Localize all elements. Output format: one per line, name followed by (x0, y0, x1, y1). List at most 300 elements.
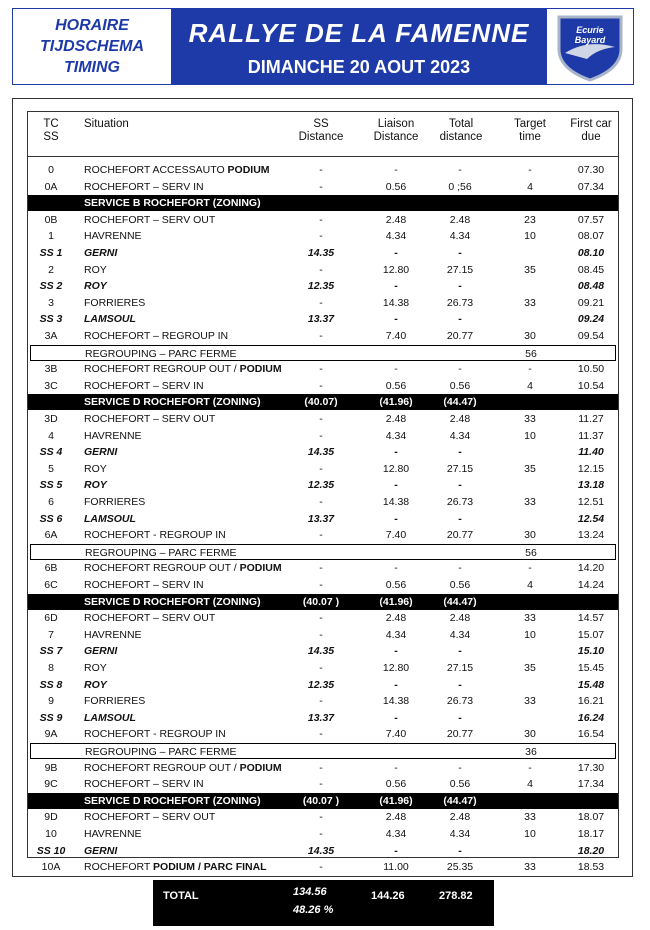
cell-ss-distance: - (319, 164, 323, 176)
cell-ss-distance: 13.37 (307, 313, 335, 326)
cell-situation (84, 762, 282, 774)
cell-tc: 6D (44, 612, 58, 625)
table-row (28, 577, 618, 593)
special-stage-row (28, 278, 618, 294)
cell-tc: 2 (48, 263, 54, 276)
cell-tc: SS 1 (39, 247, 63, 259)
cell-total-distance: - (458, 678, 462, 691)
cell-liaison-distance: (41.96) (379, 794, 413, 807)
cell-first-car-due: 10.50 (577, 363, 605, 376)
cell-liaison-distance: 7.40 (385, 529, 407, 542)
cell-first-car-due: 14.24 (577, 579, 605, 591)
cell-tc: 9 (48, 695, 54, 708)
cell-first-car-due: 18.53 (577, 861, 605, 874)
col-header-target: Target time (514, 118, 546, 143)
cell-liaison-distance: 7.40 (385, 330, 407, 342)
cell-tc: 3C (44, 379, 58, 392)
special-stage-row (28, 710, 618, 726)
situation-emphasis: PODIUM (239, 363, 282, 376)
table-row (28, 428, 618, 444)
cell-tc: 6C (44, 579, 58, 591)
service-row (28, 394, 618, 410)
cell-total-distance: (44.47) (443, 396, 477, 409)
col-header-total: Total distance (439, 118, 483, 143)
cell-tc: 3D (44, 413, 58, 425)
cell-liaison-distance: 2.48 (385, 612, 407, 625)
col-header-tc: TC SS (43, 118, 59, 143)
cell-liaison-distance: - (394, 761, 398, 774)
cell-first-car-due: 17.30 (577, 761, 605, 774)
cell-tc: SS 7 (39, 645, 63, 658)
cell-total-distance: 4.34 (449, 429, 471, 442)
col-header-situation: Situation (84, 118, 129, 130)
cell-total-distance: - (458, 363, 462, 376)
cell-tc: 10 (45, 828, 57, 840)
cell-liaison-distance: 4.34 (385, 828, 407, 840)
table-row (28, 693, 618, 709)
cell-liaison-distance: 12.80 (382, 462, 410, 475)
situation-text: ROCHEFORT REGROUP OUT / (84, 761, 240, 774)
event-date: DIMANCHE 20 AOUT 2023 (247, 57, 471, 77)
cell-first-car-due: 13.18 (577, 479, 605, 492)
cell-situation: REGROUPING – PARC FERME (85, 546, 237, 559)
cell-total-distance: - (458, 844, 462, 857)
cell-total-distance: 26.73 (446, 296, 474, 309)
cell-first-car-due: 08.48 (577, 280, 605, 293)
table-row (28, 328, 618, 344)
cell-total-distance: 4.34 (449, 230, 471, 243)
cell-first-car-due: 11.37 (578, 429, 604, 442)
cell-tc: SS 5 (39, 479, 63, 492)
cell-first-car-due: 15.45 (577, 662, 605, 674)
cell-tc: 8 (48, 662, 54, 674)
cell-situation: ROCHEFORT – SERV OUT (84, 413, 216, 425)
cell-target-time: 35 (524, 662, 536, 674)
cell-total-distance: 2.48 (449, 213, 471, 226)
cell-first-car-due: 18.20 (577, 844, 605, 857)
total-ss: 134.56 (293, 886, 327, 898)
cell-target-time: 56 (525, 546, 537, 559)
cell-situation: REGROUPING – PARC FERME (85, 746, 237, 758)
cell-total-distance: 4.34 (449, 828, 471, 840)
cell-total-distance: 26.73 (446, 496, 474, 508)
cell-situation: ROY (84, 662, 107, 674)
cell-first-car-due: 08.07 (577, 230, 605, 243)
special-stage-row (28, 643, 618, 659)
cell-total-distance: (44.47) (443, 794, 477, 807)
table-row (28, 560, 618, 576)
cell-tc: 9B (44, 761, 58, 774)
cell-tc: 0 (48, 164, 54, 176)
special-stage-row (28, 843, 618, 859)
cell-liaison-distance: (41.96) (379, 595, 413, 608)
cell-liaison-distance: 14.38 (382, 496, 410, 508)
cell-ss-distance: (40.07 ) (302, 794, 340, 807)
cell-target-time: - (528, 363, 532, 376)
cell-total-distance: 0.56 (449, 379, 471, 392)
cell-liaison-distance: 12.80 (382, 263, 410, 276)
cell-ss-distance: - (319, 496, 323, 508)
cell-tc: 7 (48, 628, 54, 641)
cell-first-car-due: 12.15 (577, 462, 605, 475)
table-row (28, 295, 618, 311)
cell-situation (84, 562, 282, 574)
cell-situation: ROCHEFORT - REGROUP IN (84, 529, 226, 542)
cell-situation: ROY (84, 479, 107, 492)
cell-ss-distance: 14.35 (307, 844, 335, 857)
cell-tc: 5 (48, 462, 54, 475)
logo-text-bayard: Bayard (574, 35, 606, 45)
special-stage-row (28, 477, 618, 493)
cell-first-car-due: 16.21 (577, 695, 605, 708)
cell-total-distance: - (458, 711, 462, 724)
cell-target-time: 10 (524, 828, 536, 840)
cell-tc: 6B (44, 562, 58, 575)
cell-target-time: 4 (527, 778, 533, 791)
cell-target-time: 35 (524, 263, 536, 276)
table-row (28, 809, 618, 825)
situation-emphasis: PODIUM (239, 761, 282, 774)
cell-liaison-distance: - (394, 678, 398, 691)
cell-total-distance: 0 ;56 (448, 180, 472, 193)
col-header-first-car: First car due (570, 118, 612, 143)
cell-situation: HAVRENNE (84, 628, 142, 641)
cell-ss-distance: - (319, 579, 323, 591)
cell-target-time: - (528, 164, 532, 176)
timing-label-box (12, 8, 172, 85)
cell-tc: 6 (48, 496, 54, 508)
cell-first-car-due: 09.54 (577, 330, 605, 342)
cell-first-car-due: 07.30 (577, 164, 605, 176)
cell-target-time: 10 (524, 230, 536, 243)
cell-total-distance: 25.35 (446, 861, 474, 874)
service-row (28, 195, 618, 211)
cell-total-distance: - (458, 512, 462, 525)
cell-liaison-distance: - (394, 562, 398, 575)
cell-situation: GERNI (84, 446, 118, 459)
cell-ss-distance: - (319, 662, 323, 674)
cell-first-car-due: 14.20 (577, 562, 605, 575)
cell-tc: 6A (44, 529, 58, 542)
cell-first-car-due: 12.51 (577, 496, 605, 508)
cell-target-time: 35 (524, 462, 536, 475)
cell-ss-distance: - (319, 778, 323, 791)
cell-situation: SERVICE D ROCHEFORT (ZONING) (84, 595, 261, 608)
cell-target-time: 33 (524, 296, 536, 309)
cell-first-car-due: 09.24 (577, 313, 605, 326)
cell-ss-distance: 14.35 (307, 247, 335, 259)
cell-first-car-due: 07.57 (577, 213, 605, 226)
cell-liaison-distance: - (394, 313, 398, 326)
cell-liaison-distance: 2.48 (385, 811, 407, 824)
cell-first-car-due: 11.27 (578, 413, 604, 425)
cell-situation: FORRIERES (84, 695, 146, 708)
cell-total-distance: - (458, 446, 462, 459)
cell-ss-distance: 14.35 (307, 645, 335, 658)
special-stage-row (28, 444, 618, 460)
cell-situation: HAVRENNE (84, 429, 142, 442)
cell-liaison-distance: - (394, 164, 398, 176)
event-title: RALLYE DE LA FAMENNE (188, 18, 530, 48)
cell-situation: LAMSOUL (84, 512, 136, 525)
cell-total-distance: 2.48 (449, 612, 471, 625)
cell-first-car-due: 08.10 (577, 247, 605, 259)
cell-total-distance: - (458, 645, 462, 658)
table-row (28, 726, 618, 742)
cell-liaison-distance: 2.48 (385, 413, 407, 425)
total-ss-percent: 48.26 % (293, 904, 334, 916)
cell-ss-distance: - (319, 828, 323, 840)
cell-target-time: 23 (524, 213, 536, 226)
cell-situation: ROCHEFORT – SERV IN (84, 579, 204, 591)
cell-total-distance: 2.48 (449, 811, 471, 824)
cell-situation: ROCHEFORT – SERV OUT (84, 811, 216, 824)
cell-ss-distance: - (319, 811, 323, 824)
cell-tc: SS 3 (39, 313, 63, 326)
cell-situation: SERVICE B ROCHEFORT (ZONING) (84, 197, 261, 210)
cell-total-distance: 0.56 (449, 579, 471, 591)
cell-situation: HAVRENNE (84, 828, 142, 840)
cell-ss-distance: - (319, 429, 323, 442)
cell-total-distance: 0.56 (449, 778, 471, 791)
table-row (28, 610, 618, 626)
cell-ss-distance: - (319, 413, 323, 425)
special-stage-row (28, 677, 618, 693)
cell-target-time: - (528, 761, 532, 774)
cell-situation: ROCHEFORT - REGROUP IN (84, 728, 226, 741)
cell-target-time: 33 (524, 861, 536, 874)
cell-total-distance: 26.73 (446, 695, 474, 708)
cell-first-car-due: 17.34 (577, 778, 605, 791)
total-distance: 278.82 (439, 890, 473, 902)
cell-tc: 3A (44, 330, 58, 342)
cell-total-distance: 27.15 (446, 662, 474, 674)
cell-first-car-due: 11.40 (578, 446, 604, 459)
situation-emphasis: PODIUM (227, 164, 270, 176)
cell-situation: SERVICE D ROCHEFORT (ZONING) (84, 794, 261, 807)
cell-first-car-due: 16.54 (577, 728, 605, 741)
total-liaison: 144.26 (371, 890, 405, 902)
special-stage-row (28, 511, 618, 527)
cell-liaison-distance: 12.80 (382, 662, 410, 674)
title-banner (172, 8, 546, 85)
cell-liaison-distance: - (394, 446, 398, 459)
cell-tc: SS 10 (36, 844, 66, 857)
cell-tc: 9C (44, 778, 58, 791)
cell-ss-distance: - (319, 263, 323, 276)
table-row (28, 826, 618, 842)
table-row (28, 162, 618, 178)
cell-ss-distance: (40.07 ) (302, 595, 340, 608)
cell-ss-distance: 12.35 (307, 280, 335, 293)
cell-liaison-distance: - (394, 645, 398, 658)
cell-total-distance: - (458, 479, 462, 492)
cell-situation: ROY (84, 678, 107, 691)
cell-first-car-due: 15.48 (577, 678, 605, 691)
cell-first-car-due: 12.54 (577, 512, 605, 525)
cell-ss-distance: - (319, 628, 323, 641)
cell-ss-distance: - (319, 379, 323, 392)
cell-ss-distance: - (319, 296, 323, 309)
cell-situation (84, 861, 267, 873)
col-header-ss-distance: SS Distance (298, 118, 344, 143)
table-row (28, 361, 618, 377)
cell-first-car-due: 18.07 (577, 811, 605, 824)
total-label: TOTAL (163, 890, 199, 902)
cell-situation: GERNI (84, 645, 118, 658)
cell-ss-distance: - (319, 562, 323, 575)
cell-first-car-due: 09.21 (577, 296, 605, 309)
cell-liaison-distance: 4.34 (385, 230, 407, 243)
cell-total-distance: 27.15 (446, 263, 474, 276)
cell-target-time: - (528, 562, 532, 575)
cell-situation: GERNI (84, 247, 118, 259)
table-row (28, 760, 618, 776)
cell-liaison-distance: 0.56 (385, 778, 407, 791)
cell-situation: LAMSOUL (84, 313, 136, 326)
situation-text: ROCHEFORT REGROUP OUT / (84, 562, 240, 575)
cell-total-distance: (44.47) (443, 595, 477, 608)
cell-target-time: 56 (525, 347, 537, 360)
situation-text: ROCHEFORT REGROUP OUT / (84, 363, 240, 376)
cell-liaison-distance: 0.56 (385, 379, 407, 392)
cell-situation (84, 164, 270, 176)
cell-liaison-distance: - (394, 363, 398, 376)
cell-situation: HAVRENNE (84, 230, 142, 243)
logo-text-ecurie: Ecurie (576, 25, 604, 35)
cell-target-time: 30 (524, 728, 536, 741)
cell-tc: 0A (44, 180, 58, 193)
cell-first-car-due: 15.10 (577, 645, 605, 658)
cell-liaison-distance: 14.38 (382, 296, 410, 309)
timing-sheet (12, 98, 633, 877)
cell-first-car-due: 08.45 (577, 263, 605, 276)
situation-emphasis: PODIUM (239, 562, 282, 575)
label-line-1: HORAIRE (55, 17, 129, 34)
cell-target-time: 4 (527, 379, 533, 392)
cell-total-distance: 20.77 (446, 529, 474, 542)
cell-ss-distance: 12.35 (307, 479, 335, 492)
cell-liaison-distance: 4.34 (385, 429, 407, 442)
cell-situation: GERNI (84, 844, 118, 857)
cell-target-time: 33 (524, 612, 536, 625)
cell-liaison-distance: - (394, 479, 398, 492)
cell-total-distance: - (458, 164, 462, 176)
cell-ss-distance: (40.07) (304, 396, 338, 409)
ecurie-bayard-logo (546, 8, 634, 85)
cell-tc: 3B (44, 363, 58, 376)
special-stage-row (28, 311, 618, 327)
cell-tc: 4 (48, 429, 54, 442)
cell-tc: 10A (41, 861, 61, 874)
cell-target-time: 4 (527, 180, 533, 193)
cell-tc: 1 (48, 230, 54, 243)
cell-first-car-due: 18.17 (577, 828, 605, 840)
table-row (28, 776, 618, 792)
cell-tc: SS 4 (39, 446, 63, 459)
cell-tc: 9D (44, 811, 58, 824)
cell-total-distance: - (458, 280, 462, 293)
timing-table (27, 111, 619, 874)
cell-total-distance: 2.48 (449, 413, 471, 425)
cell-situation: ROY (84, 263, 107, 276)
table-row (28, 378, 618, 394)
label-line-2: TIJDSCHEMA (39, 38, 144, 55)
cell-ss-distance: - (319, 728, 323, 741)
cell-ss-distance: 13.37 (307, 711, 335, 724)
cell-liaison-distance: 2.48 (385, 213, 407, 226)
cell-first-car-due: 15.07 (577, 628, 605, 641)
cell-ss-distance: - (319, 330, 323, 342)
cell-liaison-distance: 7.40 (385, 728, 407, 741)
cell-total-distance: - (458, 562, 462, 575)
table-row (28, 461, 618, 477)
cell-situation: ROCHEFORT – SERV IN (84, 379, 204, 392)
table-row (28, 627, 618, 643)
cell-target-time: 10 (524, 628, 536, 641)
cell-first-car-due: 14.57 (577, 612, 605, 625)
header-divider (28, 156, 618, 157)
cell-situation: ROCHEFORT – SERV IN (84, 778, 204, 791)
cell-ss-distance: - (319, 761, 323, 774)
cell-liaison-distance: (41.96) (379, 396, 413, 409)
cell-ss-distance: 14.35 (307, 446, 335, 459)
table-row (28, 494, 618, 510)
situation-emphasis: PODIUM / PARC FINAL (153, 861, 267, 874)
cell-target-time: 10 (524, 429, 536, 442)
col-header-liaison: Liaison Distance (373, 118, 419, 143)
cell-target-time: 33 (524, 496, 536, 508)
cell-liaison-distance: - (394, 711, 398, 724)
cell-total-distance: 20.77 (446, 728, 474, 741)
cell-tc: SS 9 (39, 711, 63, 724)
table-row (28, 660, 618, 676)
cell-situation: ROY (84, 462, 107, 475)
cell-liaison-distance: 14.38 (382, 695, 410, 708)
table-row (28, 411, 618, 427)
cell-situation (84, 363, 282, 375)
cell-first-car-due: 07.34 (577, 180, 605, 193)
cell-ss-distance: - (319, 462, 323, 475)
cell-situation: ROCHEFORT – SERV OUT (84, 612, 216, 625)
cell-liaison-distance: 0.56 (385, 180, 407, 193)
cell-total-distance: 20.77 (446, 330, 474, 342)
cell-target-time: 33 (524, 695, 536, 708)
cell-liaison-distance: - (394, 844, 398, 857)
cell-first-car-due: 16.24 (577, 711, 605, 724)
regroup-row (30, 345, 616, 361)
service-row (28, 793, 618, 809)
cell-ss-distance: - (319, 213, 323, 226)
table-row (28, 262, 618, 278)
cell-liaison-distance: - (394, 280, 398, 293)
cell-total-distance: 4.34 (449, 628, 471, 641)
cell-situation: ROCHEFORT – REGROUP IN (84, 330, 229, 342)
table-row (28, 212, 618, 228)
cell-target-time: 4 (527, 579, 533, 591)
cell-target-time: 33 (524, 413, 536, 425)
cell-ss-distance: - (319, 612, 323, 625)
regroup-row (30, 743, 616, 759)
cell-situation: REGROUPING – PARC FERME (85, 347, 237, 360)
label-line-3: TIMING (64, 59, 120, 76)
table-row (28, 859, 618, 875)
cell-situation: SERVICE D ROCHEFORT (ZONING) (84, 396, 261, 409)
cell-ss-distance: - (319, 180, 323, 193)
cell-total-distance: - (458, 247, 462, 259)
table-row (28, 179, 618, 195)
regroup-row (30, 544, 616, 560)
